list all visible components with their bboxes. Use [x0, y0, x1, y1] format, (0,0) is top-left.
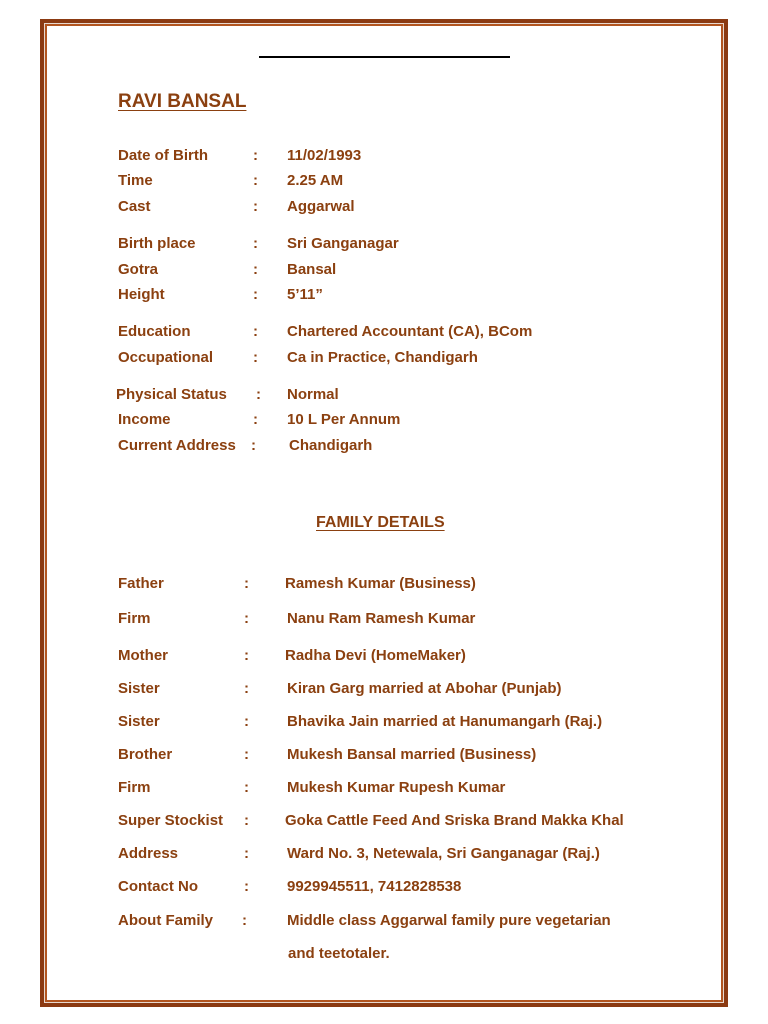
- family-label: Super Stockist: [118, 812, 224, 829]
- family-label: Address: [118, 845, 179, 862]
- family-label: Brother: [118, 746, 173, 763]
- separator: :: [253, 147, 258, 164]
- family-label: Sister: [118, 680, 160, 697]
- separator: :: [244, 610, 249, 627]
- family-label: Firm: [118, 610, 151, 627]
- profile-name: RAVI BANSAL: [118, 91, 247, 112]
- detail-value: 11/02/1993: [287, 147, 362, 164]
- separator: :: [251, 437, 256, 454]
- separator: :: [253, 411, 258, 428]
- detail-value: 2.25 AM: [287, 172, 344, 189]
- detail-label: Physical Status: [116, 386, 227, 403]
- detail-value: Aggarwal: [287, 198, 355, 215]
- separator: :: [256, 386, 261, 403]
- family-label: About Family: [118, 912, 214, 929]
- separator: :: [253, 286, 258, 303]
- separator: :: [244, 812, 249, 829]
- separator: :: [244, 680, 249, 697]
- family-label: Father: [118, 575, 164, 592]
- separator: :: [242, 912, 247, 929]
- family-value: Bhavika Jain married at Hanumangarh (Raj.): [287, 713, 603, 730]
- family-value: Ward No. 3, Netewala, Sri Ganganagar (Raj.): [287, 845, 600, 862]
- detail-label: Height: [118, 286, 165, 303]
- separator: :: [244, 713, 249, 730]
- family-label: Contact No: [118, 878, 198, 895]
- detail-label: Occupational: [118, 349, 214, 366]
- separator: :: [253, 261, 258, 278]
- detail-label: Gotra: [118, 261, 159, 278]
- detail-label: Time: [118, 172, 153, 189]
- family-value: Middle class Aggarwal family pure vegetarian: [287, 912, 611, 929]
- family-label: Mother: [118, 647, 168, 664]
- detail-label: Current Address: [118, 437, 236, 454]
- separator: :: [244, 746, 249, 763]
- separator: :: [244, 575, 249, 592]
- separator: :: [244, 779, 249, 796]
- detail-value: 10 L Per Annum: [287, 411, 401, 428]
- separator: :: [253, 349, 258, 366]
- separator: :: [244, 845, 249, 862]
- separator: :: [253, 198, 258, 215]
- family-section-title: FAMILY DETAILS: [316, 514, 445, 531]
- detail-value: Ca in Practice, Chandigarh: [287, 349, 478, 366]
- detail-label: Cast: [118, 198, 151, 215]
- detail-label: Birth place: [118, 235, 196, 252]
- family-value: Nanu Ram Ramesh Kumar: [287, 610, 476, 627]
- family-value: Mukesh Bansal married (Business): [287, 746, 537, 763]
- separator: :: [244, 878, 249, 895]
- detail-label: Date of Birth: [118, 147, 208, 164]
- family-label: Firm: [118, 779, 151, 796]
- top-rule: [259, 56, 510, 58]
- family-value: Goka Cattle Feed And Sriska Brand Makka Khal: [285, 812, 624, 829]
- detail-value: Chandigarh: [289, 437, 373, 454]
- detail-value: Normal: [287, 386, 339, 403]
- detail-value: Chartered Accountant (CA), BCom: [287, 323, 533, 340]
- separator: :: [253, 235, 258, 252]
- family-value: 9929945511, 7412828538: [287, 878, 462, 895]
- family-value: Radha Devi (HomeMaker): [285, 647, 466, 664]
- family-label: Sister: [118, 713, 160, 730]
- family-value: Mukesh Kumar Rupesh Kumar: [287, 779, 506, 796]
- family-value: Kiran Garg married at Abohar (Punjab): [287, 680, 562, 697]
- family-value: Ramesh Kumar (Business): [285, 575, 476, 592]
- detail-value: Bansal: [287, 261, 337, 278]
- separator: :: [253, 172, 258, 189]
- detail-value: 5’11”: [287, 286, 323, 303]
- detail-value: Sri Ganganagar: [287, 235, 399, 252]
- family-value-line2: and teetotaler.: [288, 945, 390, 962]
- detail-label: Education: [118, 323, 191, 340]
- separator: :: [253, 323, 258, 340]
- detail-label: Income: [118, 411, 171, 428]
- separator: :: [244, 647, 249, 664]
